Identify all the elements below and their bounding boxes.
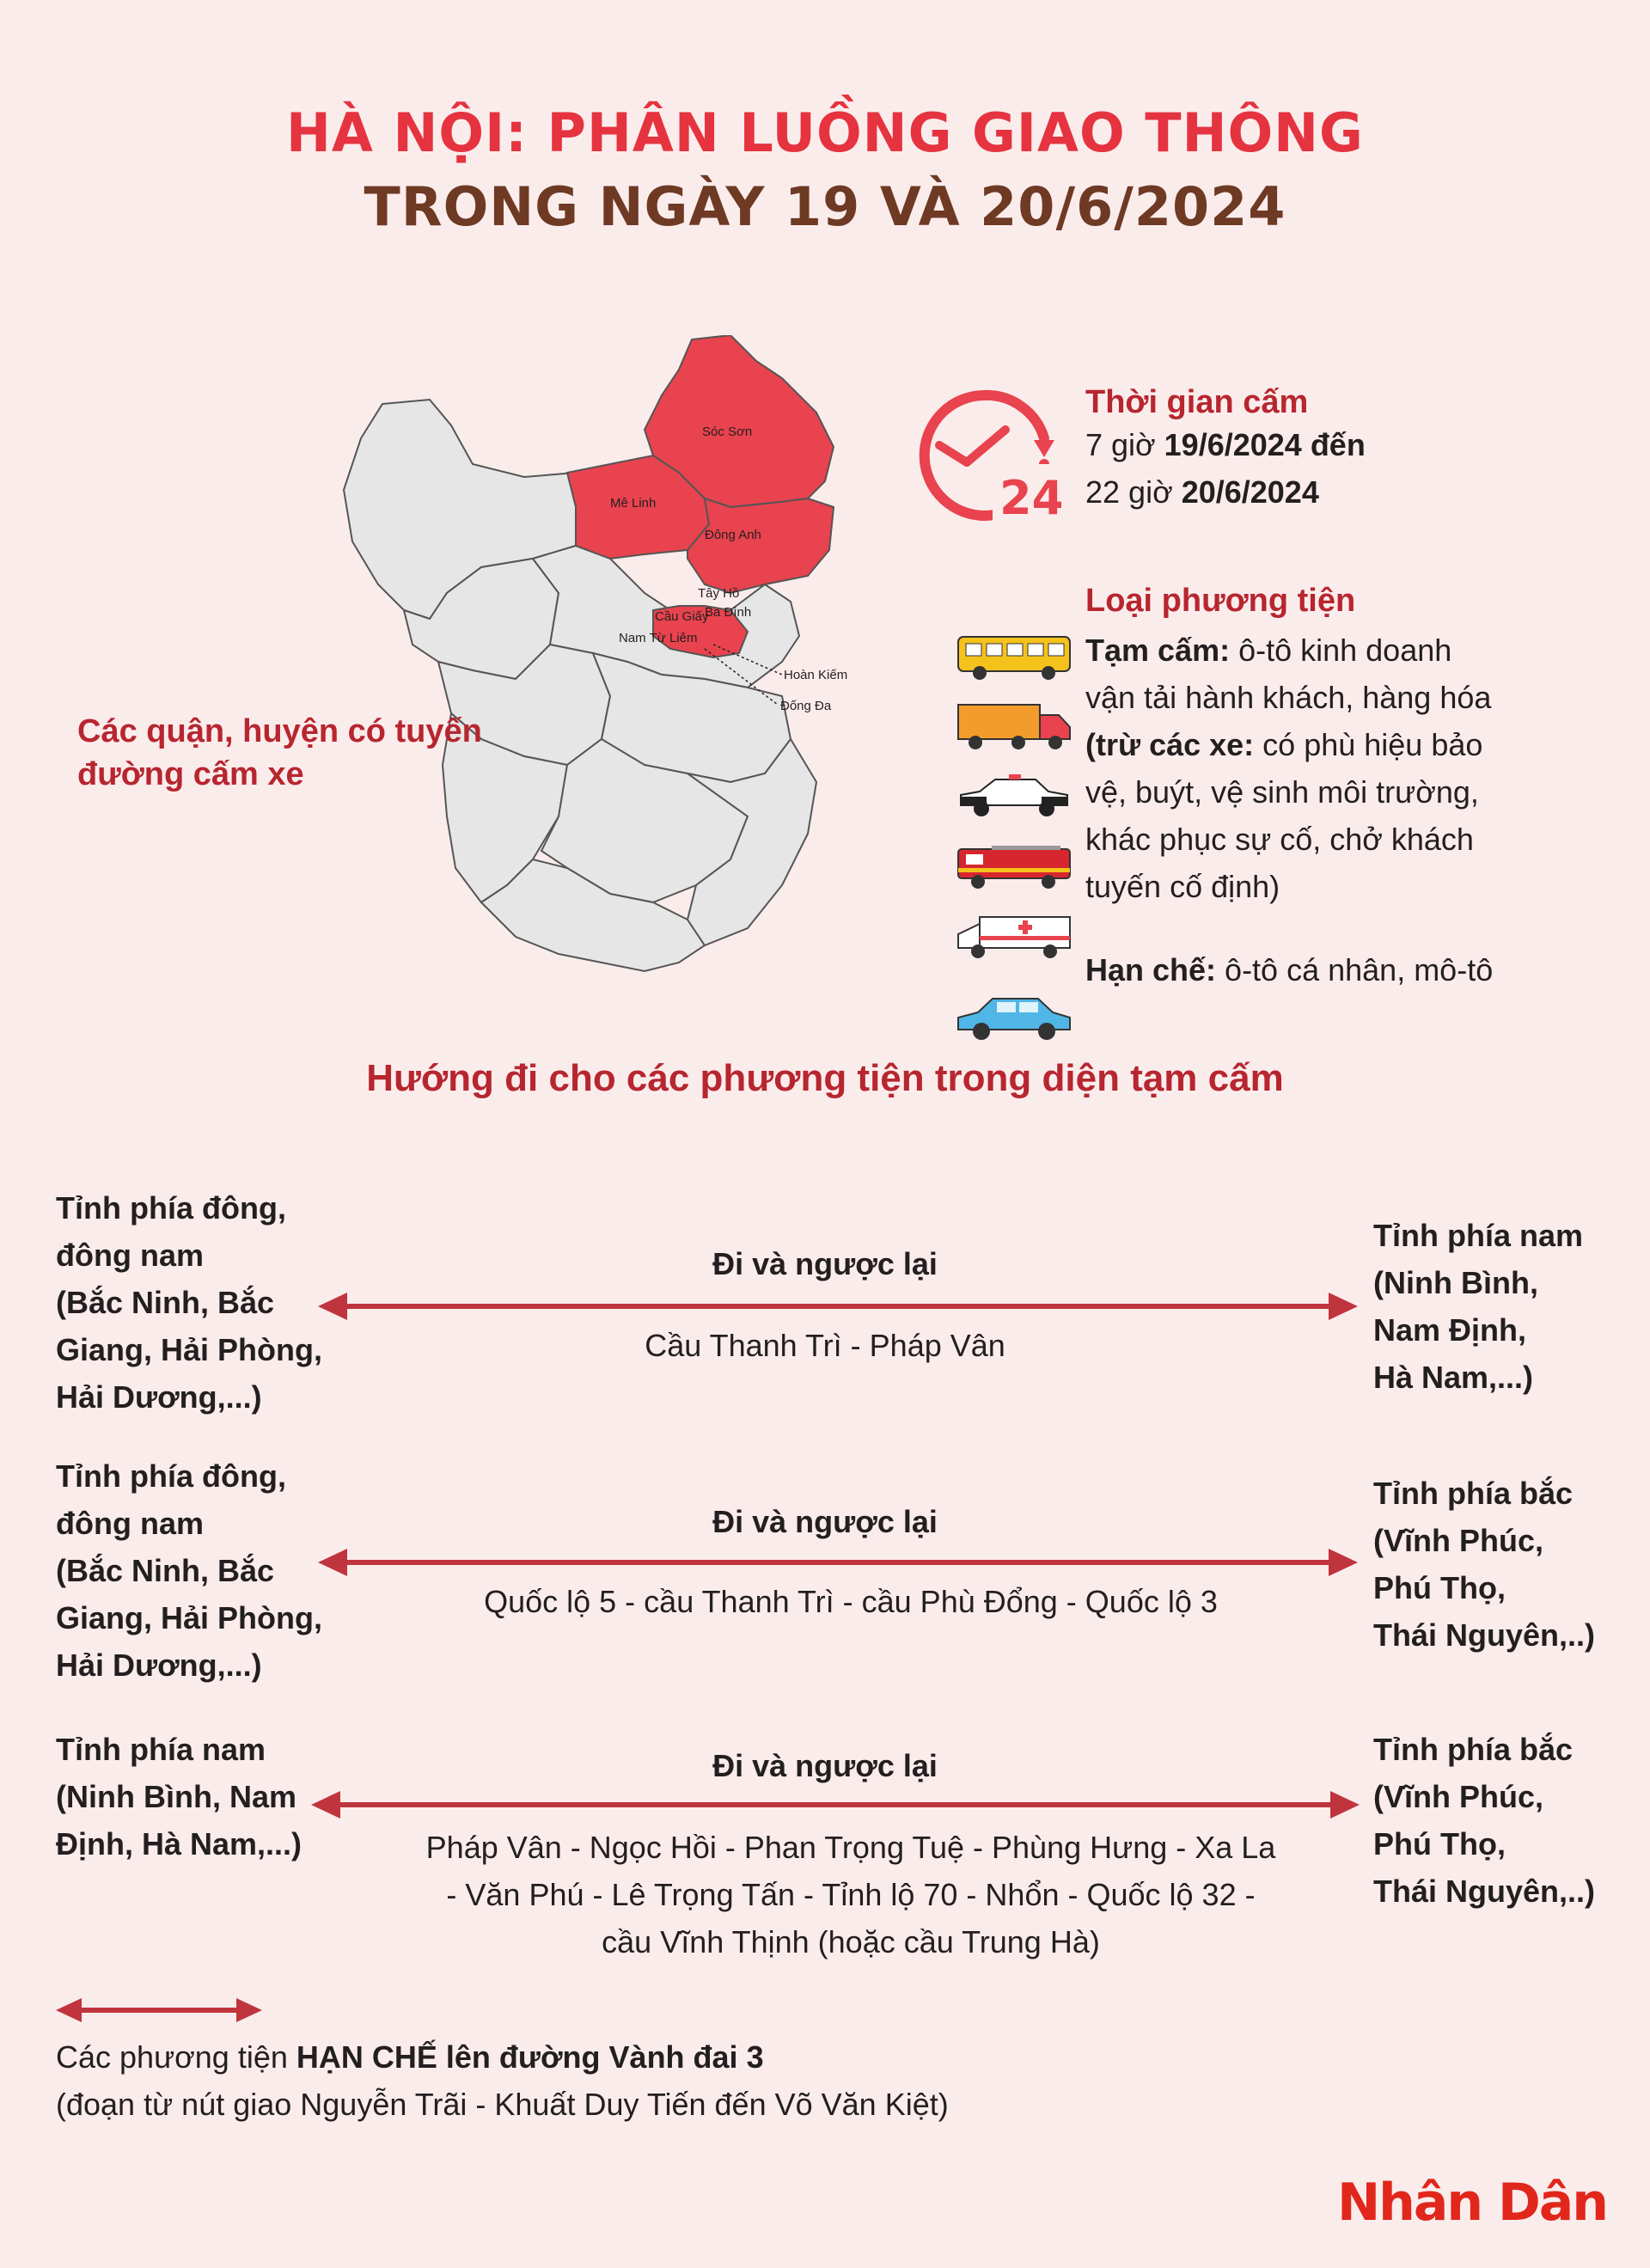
restriction-note-line-2: (đoạn từ nút giao Nguyễn Trãi - Khuất Duy Tiến đến Võ Văn Kiệt): [56, 2087, 949, 2122]
route-1-path-line: Cầu Thanh Trì - Pháp Vân: [645, 1328, 1005, 1363]
ban-time-end-date: 20/6/2024: [1181, 474, 1319, 510]
map-label-me-linh: Mê Linh: [610, 496, 657, 510]
route-1-right-line: Tỉnh phía nam: [1373, 1218, 1584, 1253]
legend-arrow: [56, 1996, 262, 2025]
exception-paren: (: [1085, 727, 1096, 762]
limit-label: Hạn chế:: [1085, 952, 1217, 987]
exception-label: trừ các xe:: [1096, 727, 1255, 762]
route-3-right-line: (Vĩnh Phúc,: [1373, 1779, 1543, 1814]
route-3-left-line: (Ninh Bình, Nam: [56, 1779, 296, 1814]
car-icon: [954, 992, 1074, 1043]
route-2-left-line: Tỉnh phía đông,: [56, 1458, 286, 1494]
restriction-note-line-1: [56, 2033, 949, 2081]
hanoi-map: [301, 335, 902, 988]
ban-time-end-hour: 22 giờ: [1085, 474, 1182, 510]
route-1-right: [1373, 1212, 1583, 1401]
clock-number: 24: [999, 471, 1061, 525]
map-label-nam-tu-liem: Nam Từ Liêm: [619, 631, 698, 645]
route-3-right: [1373, 1726, 1595, 1915]
exception-text: có phù hiệu bảo: [1254, 727, 1483, 762]
exception-line: [1085, 721, 1618, 768]
route-2-left-line: Giang, Hải Phòng,: [56, 1600, 323, 1635]
exception-line-4: tuyến cố định): [1085, 869, 1280, 904]
route-2-right: [1373, 1470, 1595, 1659]
route-2-path: [344, 1578, 1358, 1625]
route-2-right-line: (Vĩnh Phúc,: [1373, 1523, 1543, 1558]
fire-truck-icon: [954, 841, 1074, 892]
route-3-right-line: Thái Nguyên,..): [1373, 1874, 1596, 1909]
route-3-arrow: [311, 1788, 1360, 1822]
route-1-left: [56, 1184, 322, 1421]
ambulance-icon: [954, 910, 1074, 962]
route-1-label: Đi và ngược lại: [712, 1246, 938, 1281]
route-1-right-line: Hà Nam,...): [1373, 1360, 1534, 1395]
ban-time-title: Thời gian cấm: [1085, 384, 1309, 420]
map-label-tay-ho: Tây Hồ: [698, 586, 740, 601]
route-3-path-line: Pháp Vân - Ngọc Hồi - Phan Trọng Tuệ - Phùng Hưng - Xa La: [425, 1830, 1276, 1865]
restriction-note-prefix: Các phương tiện: [56, 2039, 296, 2075]
map-label-dong-da: Đống Đa: [780, 699, 832, 713]
limit-line: [1085, 946, 1618, 993]
ban-time-block: [1085, 384, 1366, 516]
map-label-ba-dinh: Ba Đình: [705, 605, 752, 620]
bus-icon: [954, 632, 1074, 683]
vehicle-types-block: [1085, 583, 1618, 993]
route-2-right-line: Phú Thọ,: [1373, 1570, 1506, 1605]
temp-ban-line-2: vận tải hành khách, hàng hóa: [1085, 680, 1492, 715]
map-caption: Các quận, huyện có tuyến đường cấm xe: [77, 713, 482, 792]
map-district-dong-anh: [688, 498, 834, 593]
route-1-left-line: (Bắc Ninh, Bắc: [56, 1285, 275, 1320]
route-3-right-line: Phú Thọ,: [1373, 1826, 1506, 1861]
route-3-path-line: - Văn Phú - Lê Trọng Tấn - Tỉnh lộ 70 - Nhổn - Quốc lộ 32 -: [446, 1877, 1256, 1912]
map-label-hoan-kiem: Hoàn Kiếm: [784, 668, 848, 682]
route-1-right-line: (Ninh Bình,: [1373, 1265, 1538, 1300]
map-label-soc-son: Sóc Sơn: [702, 425, 753, 439]
limit-text: ô-tô cá nhân, mô-tô: [1216, 952, 1494, 987]
route-2-left: [56, 1452, 322, 1689]
route-1-left-line: Tỉnh phía đông,: [56, 1190, 286, 1226]
route-3-left-line: Tỉnh phía nam: [56, 1732, 266, 1767]
exception-line-3: khác phục sự cố, chở khách: [1085, 822, 1474, 857]
route-2-left-line: Hải Dương,...): [56, 1648, 262, 1683]
vehicle-icons: [954, 632, 1074, 1061]
route-2-right-line: Thái Nguyên,..): [1373, 1617, 1596, 1653]
route-3-left-line: Định, Hà Nam,...): [56, 1826, 302, 1861]
temp-ban-text: ô-tô kinh doanh: [1230, 633, 1452, 668]
route-1-left-line: Hải Dương,...): [56, 1379, 262, 1415]
route-2-arrow: [318, 1545, 1358, 1580]
route-1-arrow: [318, 1289, 1358, 1324]
route-3-left: [56, 1726, 302, 1868]
ban-time-line-2: [1085, 468, 1366, 516]
route-1-left-line: đông nam: [56, 1238, 204, 1273]
ban-time-start-hour: 7 giờ: [1085, 427, 1164, 462]
route-2-label: Đi và ngược lại: [712, 1504, 938, 1539]
vehicle-types-title: Loại phương tiện: [1085, 583, 1356, 619]
route-3-right-line: Tỉnh phía bắc: [1373, 1732, 1574, 1767]
clock-24-icon: [907, 378, 1061, 533]
temp-ban-label: Tạm cấm:: [1085, 633, 1231, 668]
route-3-path-line: cầu Vĩnh Thịnh (hoặc cầu Trung Hà): [602, 1924, 1100, 1959]
ban-time-start-date: 19/6/2024 đến: [1164, 427, 1366, 462]
nhan-dan-logo: Nhân Dân: [1336, 2173, 1607, 2233]
restriction-note: [56, 2033, 949, 2128]
title-line-1: HÀ NỘI: PHÂN LUỒNG GIAO THÔNG: [286, 101, 1364, 164]
police-car-icon: [954, 771, 1074, 822]
route-2-right-line: Tỉnh phía bắc: [1373, 1476, 1574, 1511]
route-2-left-line: (Bắc Ninh, Bắc: [56, 1553, 275, 1588]
route-2-path-line: Quốc lộ 5 - cầu Thanh Trì - cầu Phù Đổng - Quốc lộ 3: [484, 1584, 1218, 1619]
directions-title: Hướng đi cho các phương tiện trong diện tạm cấm: [366, 1057, 1284, 1099]
map-label-cau-giay: Cầu Giấy: [655, 609, 709, 624]
route-3-label: Đi và ngược lại: [712, 1748, 938, 1783]
route-3-path: [344, 1824, 1358, 1965]
route-1-path: [430, 1322, 1220, 1369]
route-2-left-line: đông nam: [56, 1506, 204, 1541]
title-line-2: TRONG NGÀY 19 VÀ 20/6/2024: [364, 175, 1286, 238]
route-1-left-line: Giang, Hải Phòng,: [56, 1332, 323, 1367]
restriction-note-bold: HẠN CHẾ lên đường Vành đai 3: [296, 2039, 764, 2075]
ban-time-line-1: [1085, 421, 1366, 468]
temp-ban-line: [1085, 627, 1618, 674]
map-label-dong-anh: Đông Anh: [705, 528, 761, 542]
truck-icon: [954, 701, 1074, 753]
route-1-right-line: Nam Định,: [1373, 1312, 1527, 1348]
exception-line-2: vệ, buýt, vệ sinh môi trường,: [1085, 774, 1479, 810]
